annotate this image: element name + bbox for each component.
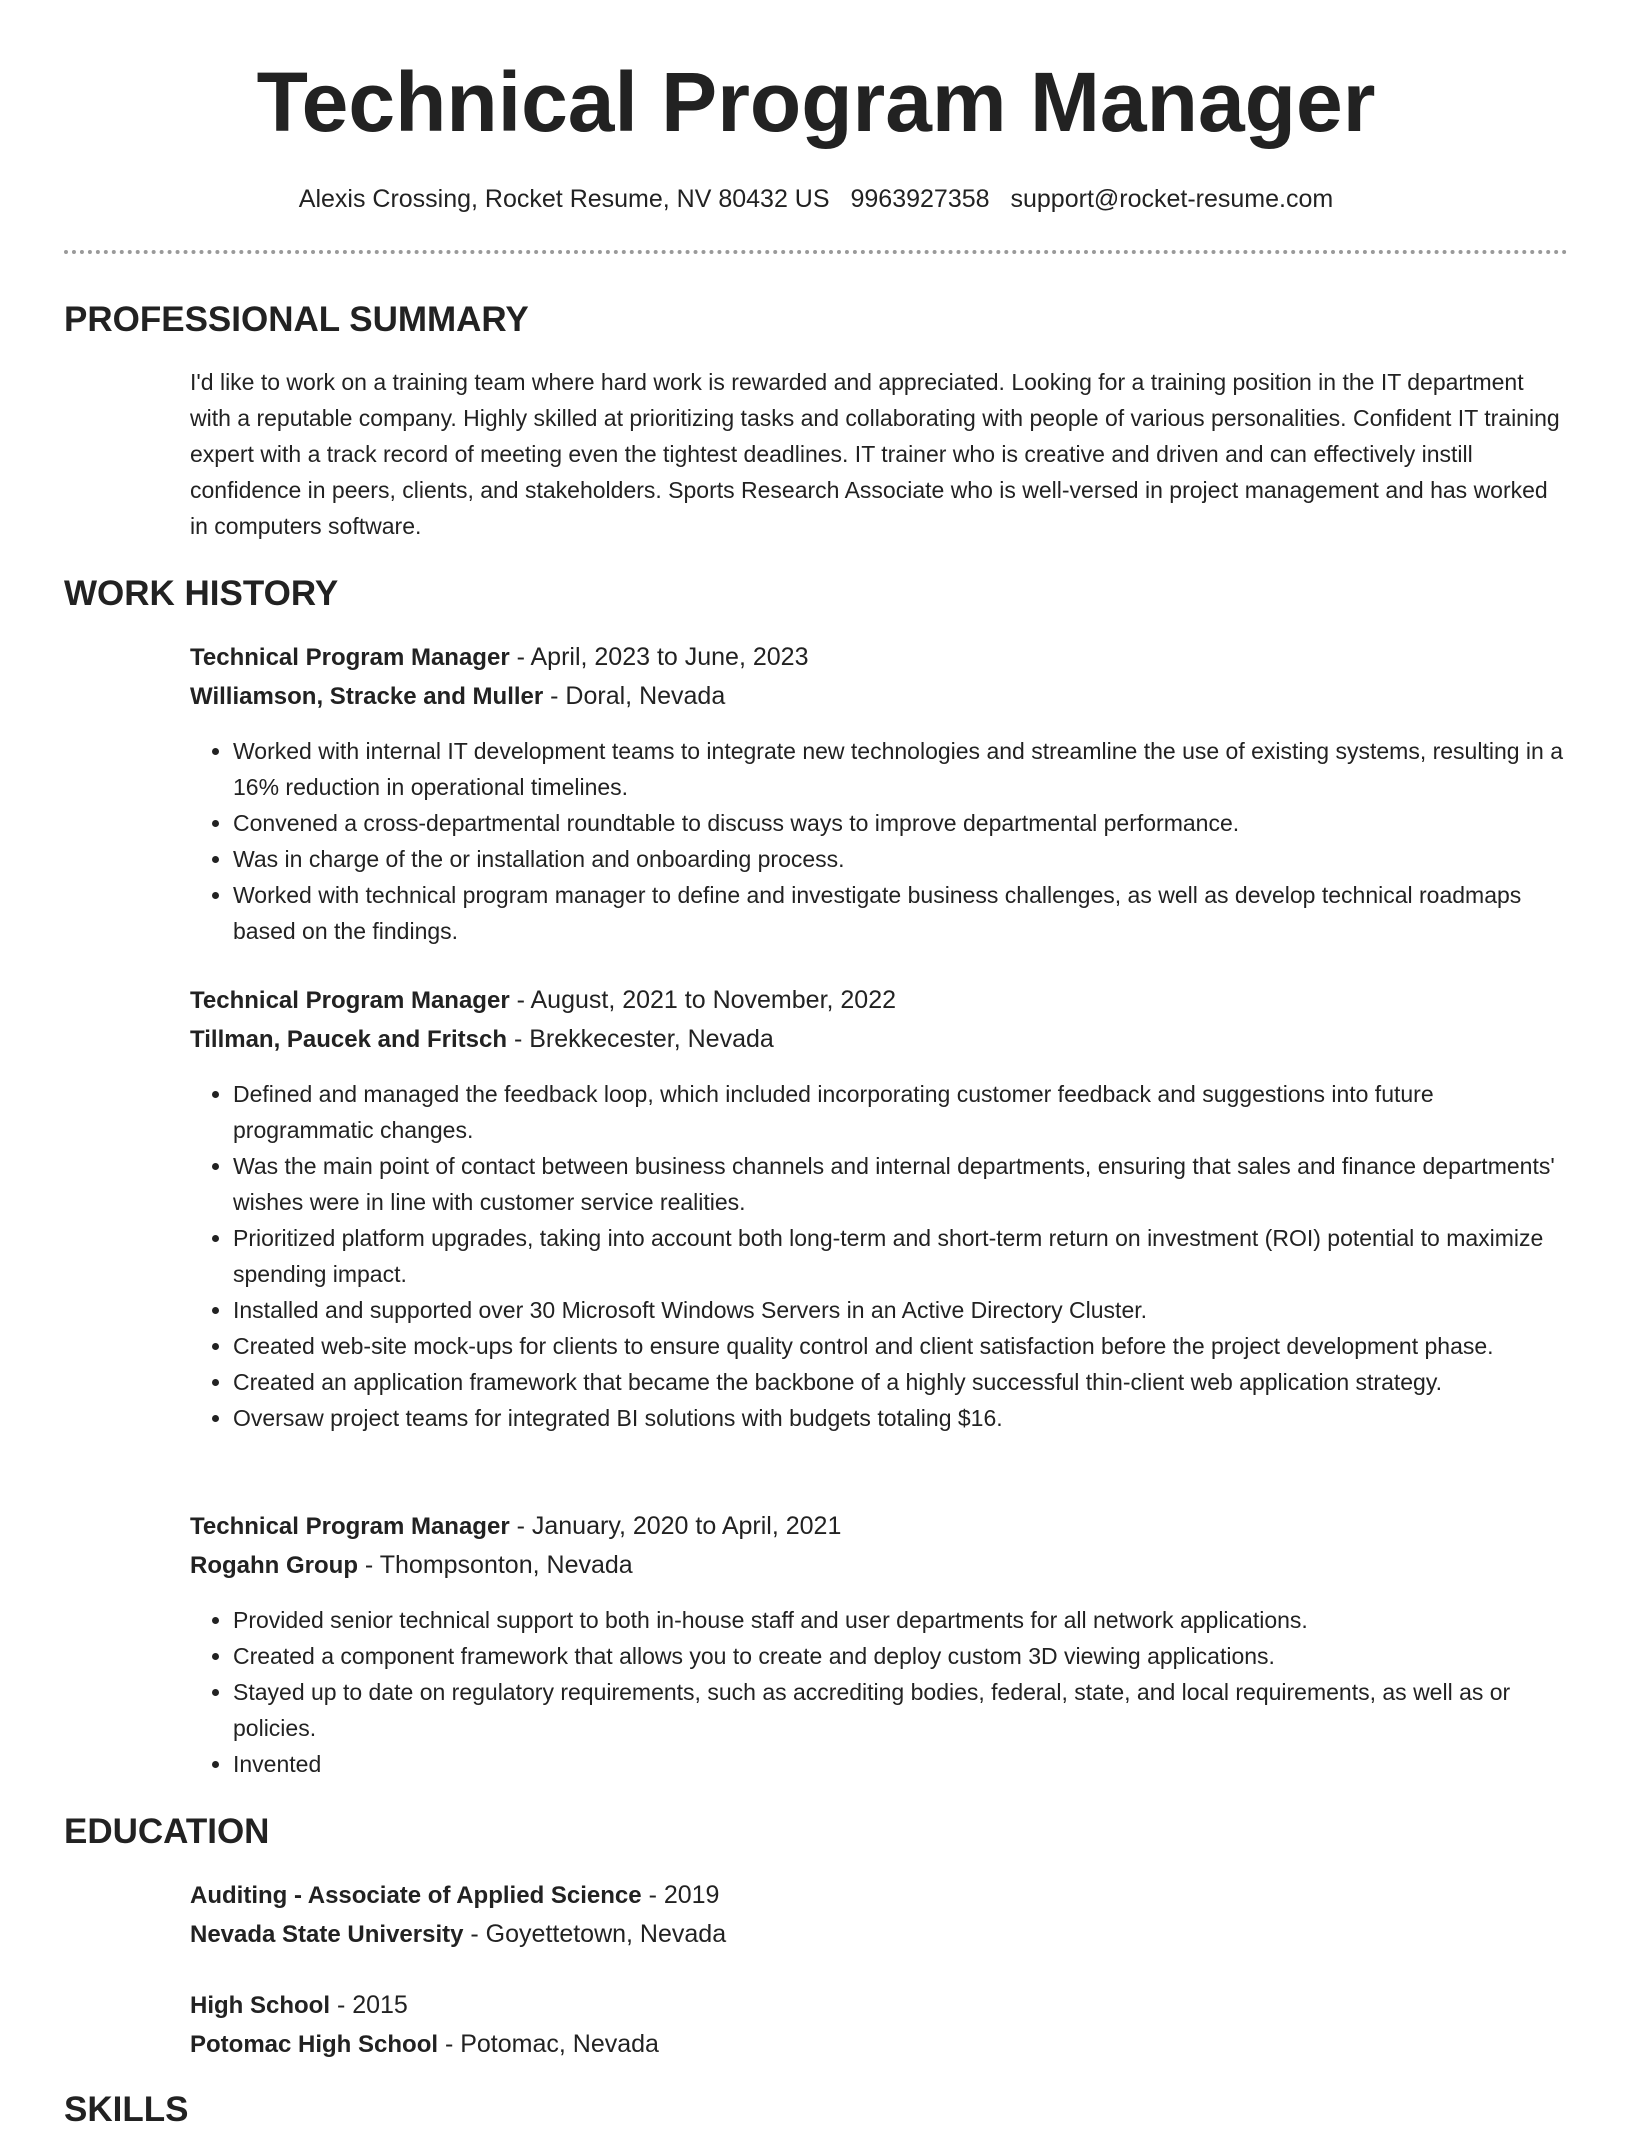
job-company-line bbox=[190, 1020, 1570, 1059]
summary-text: I'd like to work on a training team where hard work is rewarded and appreciated. Looking for a training position in the IT department with a reputable company. Highly skilled at prioritizing tasks and collaborating with people of various personalities. Confident IT training expert with a track record of meeting even the tightest deadlines. IT trainer who is creative and driven and can effectively instill confidence in peers, clients, and stakeholders. Sports Research Associate who is well-versed in project management and has worked in computers software. bbox=[190, 369, 1560, 539]
education-degree: Auditing - Associate of Applied Science bbox=[190, 1882, 642, 1909]
job-bullet: • Created an application framework that became the backbone of a highly successful thin-client web application strategy. bbox=[233, 1364, 1570, 1400]
job-bullet: • Was the main point of contact between business channels and internal departments, ensuring that sales and finance departments' wishes were in line with customer service realities. bbox=[233, 1148, 1570, 1220]
education-school-line bbox=[190, 1915, 1570, 1954]
job-dates: - January, 2020 to April, 2021 bbox=[509, 1512, 842, 1540]
job-dates: - April, 2023 to June, 2023 bbox=[509, 643, 809, 671]
job-entry bbox=[190, 981, 1570, 1436]
job-bullet: • Oversaw project teams for integrated BI solutions with budgets totaling $16. bbox=[233, 1400, 1570, 1436]
job-bullet: • Was in charge of the or installation and onboarding process. bbox=[233, 841, 1570, 877]
job-bullet: • Worked with internal IT development teams to integrate new technologies and streamline the use of existing systems, resulting in a 16% reduction in operational timelines. bbox=[233, 733, 1570, 805]
education-school: Potomac High School bbox=[190, 2031, 439, 2058]
job-entry bbox=[190, 638, 1570, 949]
education-degree: High School bbox=[190, 1992, 330, 2019]
job-location: - Doral, Nevada bbox=[543, 682, 726, 710]
job-bullet: • Defined and managed the feedback loop, which included incorporating customer feedback and suggestions into future programmatic changes. bbox=[233, 1076, 1570, 1148]
job-bullet: • Provided senior technical support to both in-house staff and user departments for all network applications. bbox=[233, 1602, 1570, 1638]
job-dates: - August, 2021 to November, 2022 bbox=[509, 986, 897, 1014]
header-divider bbox=[64, 250, 1568, 254]
job-bullets bbox=[190, 1076, 1570, 1436]
education-school: Nevada State University bbox=[190, 1921, 464, 1948]
education-entry bbox=[190, 1876, 1570, 1954]
contact-phone: 9963927358 bbox=[850, 185, 990, 213]
education-degree-line bbox=[190, 1876, 1570, 1915]
section-title-work-history: WORK HISTORY bbox=[64, 574, 339, 613]
job-bullet: • Worked with technical program manager to define and investigate business challenges, as well as develop technical roadmaps based on the findings. bbox=[233, 877, 1570, 949]
education-year: - 2015 bbox=[330, 1991, 408, 2019]
education-location: - Goyettetown, Nevada bbox=[463, 1920, 727, 1948]
education-school-line bbox=[190, 2025, 1570, 2064]
contact-line bbox=[0, 182, 1632, 216]
contact-address: Alexis Crossing, Rocket Resume, NV 80432 US bbox=[298, 185, 830, 213]
job-company-line bbox=[190, 1546, 1570, 1585]
job-company: Williamson, Stracke and Muller bbox=[190, 683, 544, 710]
education-year: - 2019 bbox=[641, 1881, 720, 1909]
contact-email: support@rocket-resume.com bbox=[1010, 185, 1334, 213]
job-entry bbox=[190, 1507, 1570, 1782]
resume-title: Technical Program Manager bbox=[256, 55, 1376, 149]
job-company: Rogahn Group bbox=[190, 1552, 358, 1579]
job-company-line bbox=[190, 677, 1570, 716]
job-bullets bbox=[190, 733, 1570, 949]
job-bullets bbox=[190, 1602, 1570, 1782]
section-title-skills: SKILLS bbox=[64, 2090, 189, 2129]
education-location: - Potomac, Nevada bbox=[438, 2030, 659, 2058]
job-bullet: • Invented bbox=[233, 1746, 1570, 1782]
job-role: Technical Program Manager bbox=[190, 987, 510, 1014]
job-bullet: • Created a component framework that allows you to create and deploy custom 3D viewing applications. bbox=[233, 1638, 1570, 1674]
job-title-line bbox=[190, 981, 1570, 1020]
job-role: Technical Program Manager bbox=[190, 1513, 510, 1540]
job-role: Technical Program Manager bbox=[190, 644, 510, 671]
summary-section bbox=[190, 364, 1570, 544]
job-bullet: • Installed and supported over 30 Microsoft Windows Servers in an Active Directory Cluster. bbox=[233, 1292, 1570, 1328]
job-title-line bbox=[190, 1507, 1570, 1546]
job-bullet: • Stayed up to date on regulatory requirements, such as accrediting bodies, federal, state, and local requirements, as well as or policies. bbox=[233, 1674, 1570, 1746]
job-location: - Brekkecester, Nevada bbox=[507, 1025, 774, 1053]
job-location: - Thompsonton, Nevada bbox=[357, 1551, 633, 1579]
job-bullet: • Prioritized platform upgrades, taking into account both long-term and short-term return on investment (ROI) potential to maximize spending impact. bbox=[233, 1220, 1570, 1292]
job-title-line bbox=[190, 638, 1570, 677]
section-title-education: EDUCATION bbox=[64, 1812, 270, 1851]
education-entry bbox=[190, 1986, 1570, 2064]
job-bullet: • Created web-site mock-ups for clients to ensure quality control and client satisfaction before the project development phase. bbox=[233, 1328, 1570, 1364]
section-title-summary: PROFESSIONAL SUMMARY bbox=[64, 300, 529, 339]
education-degree-line bbox=[190, 1986, 1570, 2025]
job-bullet: • Convened a cross-departmental roundtable to discuss ways to improve departmental performance. bbox=[233, 805, 1570, 841]
job-company: Tillman, Paucek and Fritsch bbox=[190, 1026, 507, 1053]
